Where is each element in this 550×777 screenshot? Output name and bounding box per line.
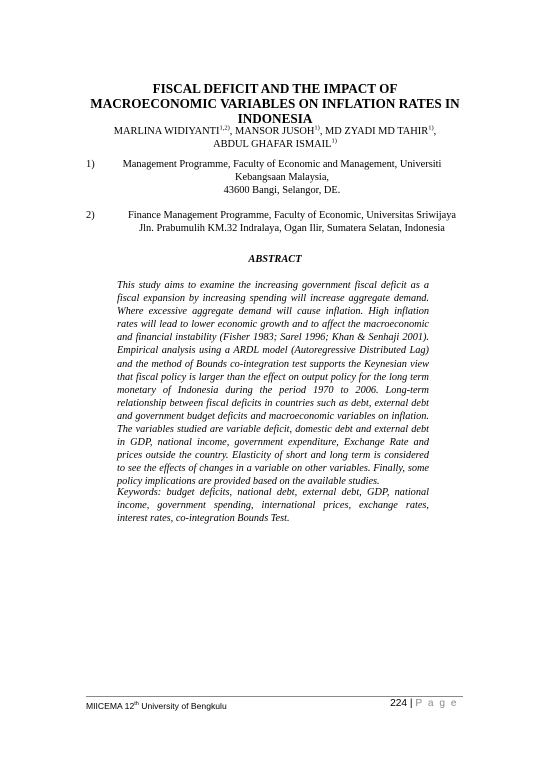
- affiliation-line: Jln. Prabumulih KM.32 Indralaya, Ogan Ilir, Sumatera Selatan, Indonesia: [139, 223, 445, 234]
- footer-page: [390, 698, 458, 709]
- author-name: ABDUL GHAFAR ISMAIL: [213, 139, 332, 150]
- keywords: Keywords: budget deficits, national debt, external debt, GDP, national income, government spending, international prices, exchange rates, interest rates, co-integration Bounds Test.: [117, 487, 429, 525]
- author-separator: ,: [433, 126, 437, 137]
- author-list: [70, 125, 480, 151]
- page-word: P a g e: [415, 698, 458, 709]
- author-affiliation-mark: 1): [331, 137, 337, 145]
- affiliation-text: [102, 158, 462, 197]
- footer-conference: [86, 701, 227, 711]
- footer-university: University of Bengkulu: [138, 701, 227, 711]
- title-line: MACROECONOMIC VARIABLES ON INFLATION RATES IN: [90, 96, 460, 111]
- abstract-body: This study aims to examine the increasing government fiscal deficit as a fiscal expansion by increasing spending will increase aggregate demand. Where excessive aggregate demand will cause inflation. High inflation rates will lead to lower economic growth and to affect the macroeconomic and financial instability (Fisher 1983; Sarel 1996; Khan & Senhaji 2001). Empirical analysis using a ARDL model (Autoregressive Distributed Lag) and the method of Bounds co-integration test supports the Keynesian view that fiscal policy is larger than the effect on output policy for the long term monetary of Indonesia during the period 1970 to 2006. Long-term relationship between fiscal deficits in countries such as debt, external debt and government budget deficits and macroeconomic variables on inflation. The variables studied are variable deficit, domestic debt and external debt in GDP, national income, government expenditure, Exchange Rate and prices outside the country. Elasticity of short and long term is considered to see the effects of changes in a variable on other variables. Finally, some policy implications are provided based on the available studies.: [117, 280, 429, 488]
- affiliation-number: 2): [86, 210, 95, 221]
- author-line-2: [70, 138, 480, 151]
- author-name: MANSOR JUSOH: [235, 126, 315, 137]
- footer-rule: [86, 696, 463, 697]
- footer-conference-name: MIICEMA 12: [86, 701, 135, 711]
- footer-ordinal: th: [134, 701, 139, 708]
- abstract-heading: ABSTRACT: [248, 254, 302, 265]
- author-name: MARLINA WIDIYANTI: [113, 126, 220, 137]
- affiliation-line: Finance Management Programme, Faculty of Economic, Universitas Sriwijaya: [127, 210, 457, 221]
- affiliation-text: [116, 209, 468, 235]
- page-separator: |: [407, 698, 416, 709]
- author-separator: ,: [229, 126, 235, 137]
- author-affiliation-mark: 1,2): [219, 124, 230, 132]
- author-line-1: [70, 125, 480, 138]
- author-affiliation-mark: 1): [428, 124, 434, 132]
- affiliation-number: 1): [86, 159, 95, 170]
- page-number: 224: [390, 698, 408, 709]
- title-line: INDONESIA: [237, 111, 313, 126]
- paper-title: [70, 81, 480, 126]
- title-line: FISCAL DEFICIT AND THE IMPACT OF: [152, 81, 398, 96]
- author-separator: ,: [319, 126, 326, 137]
- affiliation-line: 43600 Bangi, Selangor, DE.: [223, 185, 341, 196]
- author-name: MD ZYADI MD TAHIR: [325, 126, 429, 137]
- affiliation-line: Management Programme, Faculty of Economic and Management, Universiti: [122, 159, 442, 170]
- author-affiliation-mark: 1): [314, 124, 320, 132]
- affiliation-line: Kebangsaan Malaysia,: [234, 172, 330, 183]
